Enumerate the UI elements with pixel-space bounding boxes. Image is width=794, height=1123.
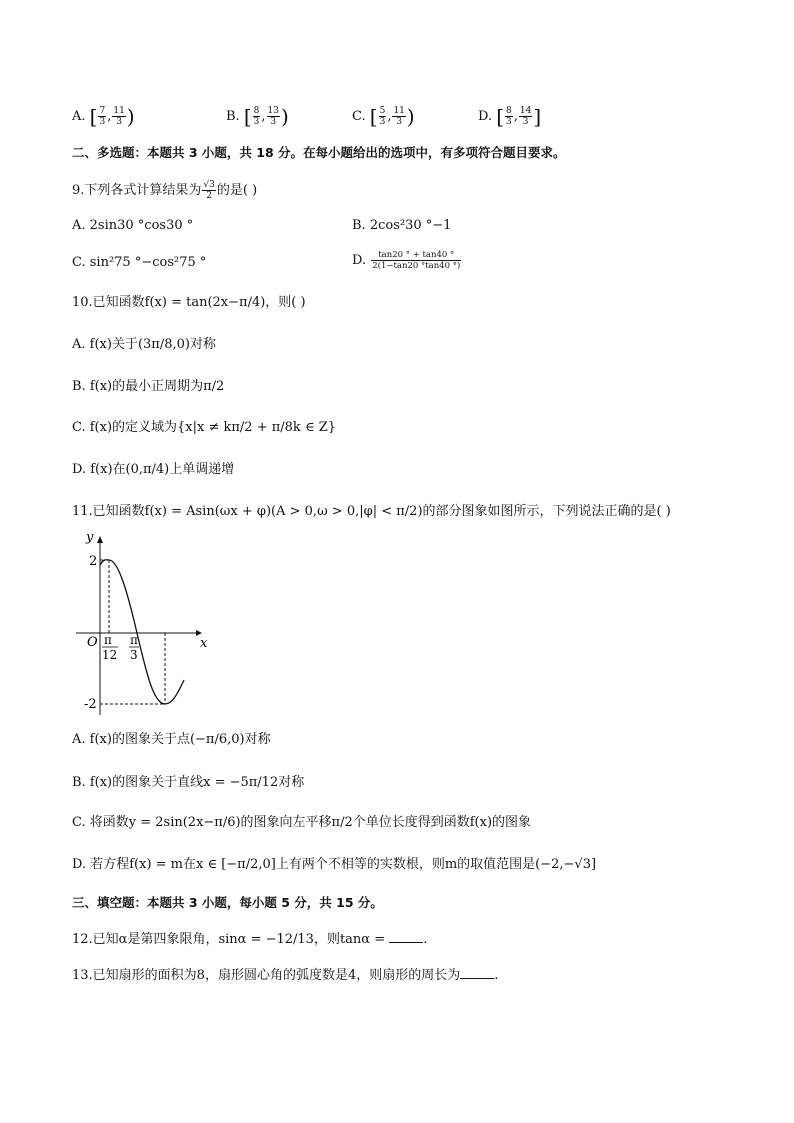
bracket-right: ) (280, 104, 289, 129)
q11-option-d[interactable]: D. 若方程f(x) = m在x ∈ [−π/2,0]上有两个不相等的实数根，则m的取值范围是(−2,−√3] (72, 857, 597, 872)
fraction: $\frac{\tan 20 ^\circ + \tan 40 ^\circ}{2(1-\tan 20 ^\circ\tan 40 ^\circ)}$ (372, 250, 461, 271)
q8-option-b[interactable]: B. [ $\frac{8}{3}$ , $\frac{13}{3}$ ) (226, 104, 289, 129)
q9-option-a[interactable]: A. 2sin30 °cos30 ° (72, 218, 194, 233)
tick2-numerator: π (130, 633, 138, 647)
fraction: $\frac{8}{3}$ (253, 106, 260, 127)
q9-option-c[interactable]: C. sin²75 °−cos²75 ° (72, 255, 207, 270)
x-axis-label: x (200, 636, 208, 651)
bracket-right: ) (126, 104, 135, 129)
q9-option-d[interactable] (352, 250, 462, 271)
fraction: $\frac{8}{3}$ (506, 106, 512, 127)
q10-option-c[interactable]: C. f(x)的定义域为{x|x ≠ kπ/2 + π/8k ∈ Z} (72, 420, 336, 435)
sine-curve (100, 560, 184, 704)
q8-option-a[interactable]: A. [ $\frac{7}{3}$ , $\frac{11}{3}$ ) (72, 104, 135, 129)
fraction: $\frac{14}{3}$ (519, 106, 532, 127)
fraction: $\frac{7}{3}$ (99, 106, 106, 127)
q11-sine-graph (72, 530, 208, 720)
q10-option-a[interactable]: A. f(x)关于(3π/8,0)对称 (72, 337, 216, 352)
tick2-denominator: 3 (130, 648, 138, 662)
origin-label: O (87, 635, 98, 650)
q8-option-c[interactable]: C. [ $\frac{5}{3}$ , $\frac{11}{3}$ ) (352, 104, 415, 129)
q11-stem: 11.已知函数f(x) = Asin(ωx + φ)(A > 0,ω > 0,|φ| < π/2)的部分图象如图所示，下列说法正确的是( ) (72, 504, 671, 519)
fraction: $\frac{13}{3}$ (267, 106, 279, 127)
bracket-right: ] (533, 104, 542, 129)
tick1-denominator: 12 (102, 648, 118, 662)
fraction: $\frac{√3}{2}$ (203, 180, 215, 201)
bracket-left: [ (243, 104, 252, 129)
q10-stem: 10.已知函数f(x) = tan(2x−π/4)，则( ) (72, 295, 306, 310)
section-3-heading: 三、填空题：本题共 3 小题，每小题 5 分，共 15 分。 (72, 895, 383, 910)
q13-stem: 13.已知扇形的面积为8，扇形圆心角的弧度数是4，则扇形的周长为 . (72, 968, 499, 983)
q9-stem: 9.下列各式计算结果为 $\frac{√3}{2}$ 的是( ) (72, 180, 258, 201)
option-label: A. (72, 109, 86, 124)
option-label: D. (478, 109, 493, 124)
y-axis-arrow-icon (97, 536, 103, 543)
answer-blank[interactable] (389, 930, 423, 943)
option-label: D. (352, 253, 367, 268)
option-label: B. (226, 109, 240, 124)
bracket-right: ) (406, 104, 415, 129)
fraction: $\frac{11}{3}$ (113, 106, 125, 127)
q9-option-b[interactable]: B. 2cos²30 °−1 (352, 218, 452, 233)
y-min-label: -2 (84, 697, 97, 712)
option-label: C. (352, 109, 366, 124)
answer-blank[interactable] (460, 966, 494, 979)
bracket-left: [ (89, 104, 98, 129)
fraction: $\frac{11}{3}$ (393, 106, 405, 127)
y-axis-label: y (86, 530, 94, 545)
q8-option-d[interactable]: D. [ $\frac{8}{3}$ , $\frac{14}{3}$ ] (478, 104, 542, 129)
q10-option-b[interactable]: B. f(x)的最小正周期为π/2 (72, 379, 225, 394)
bracket-left: [ (369, 104, 378, 129)
y-max-label: 2 (89, 554, 98, 569)
fraction: $\frac{5}{3}$ (379, 106, 386, 127)
q11-option-b[interactable]: B. f(x)的图象关于直线x = −5π/12对称 (72, 775, 305, 790)
q11-option-a[interactable]: A. f(x)的图象关于点(−π/6,0)对称 (72, 732, 271, 747)
section-2-heading: 二、多选题：本题共 3 小题，共 18 分。在每小题给出的选项中，有多项符合题目要求。 (72, 145, 566, 160)
q12-stem: 12.已知α是第四象限角，sinα = −12/13，则tanα = . (72, 932, 428, 947)
tick1-numerator: π (104, 633, 112, 647)
q11-option-c[interactable]: C. 将函数y = 2sin(2x−π/6)的图象向左平移π/2个单位长度得到函数f(x)的图象 (72, 815, 532, 830)
bracket-left: [ (496, 104, 505, 129)
q10-option-d[interactable]: D. f(x)在(0,π/4)上单调递增 (72, 462, 235, 477)
